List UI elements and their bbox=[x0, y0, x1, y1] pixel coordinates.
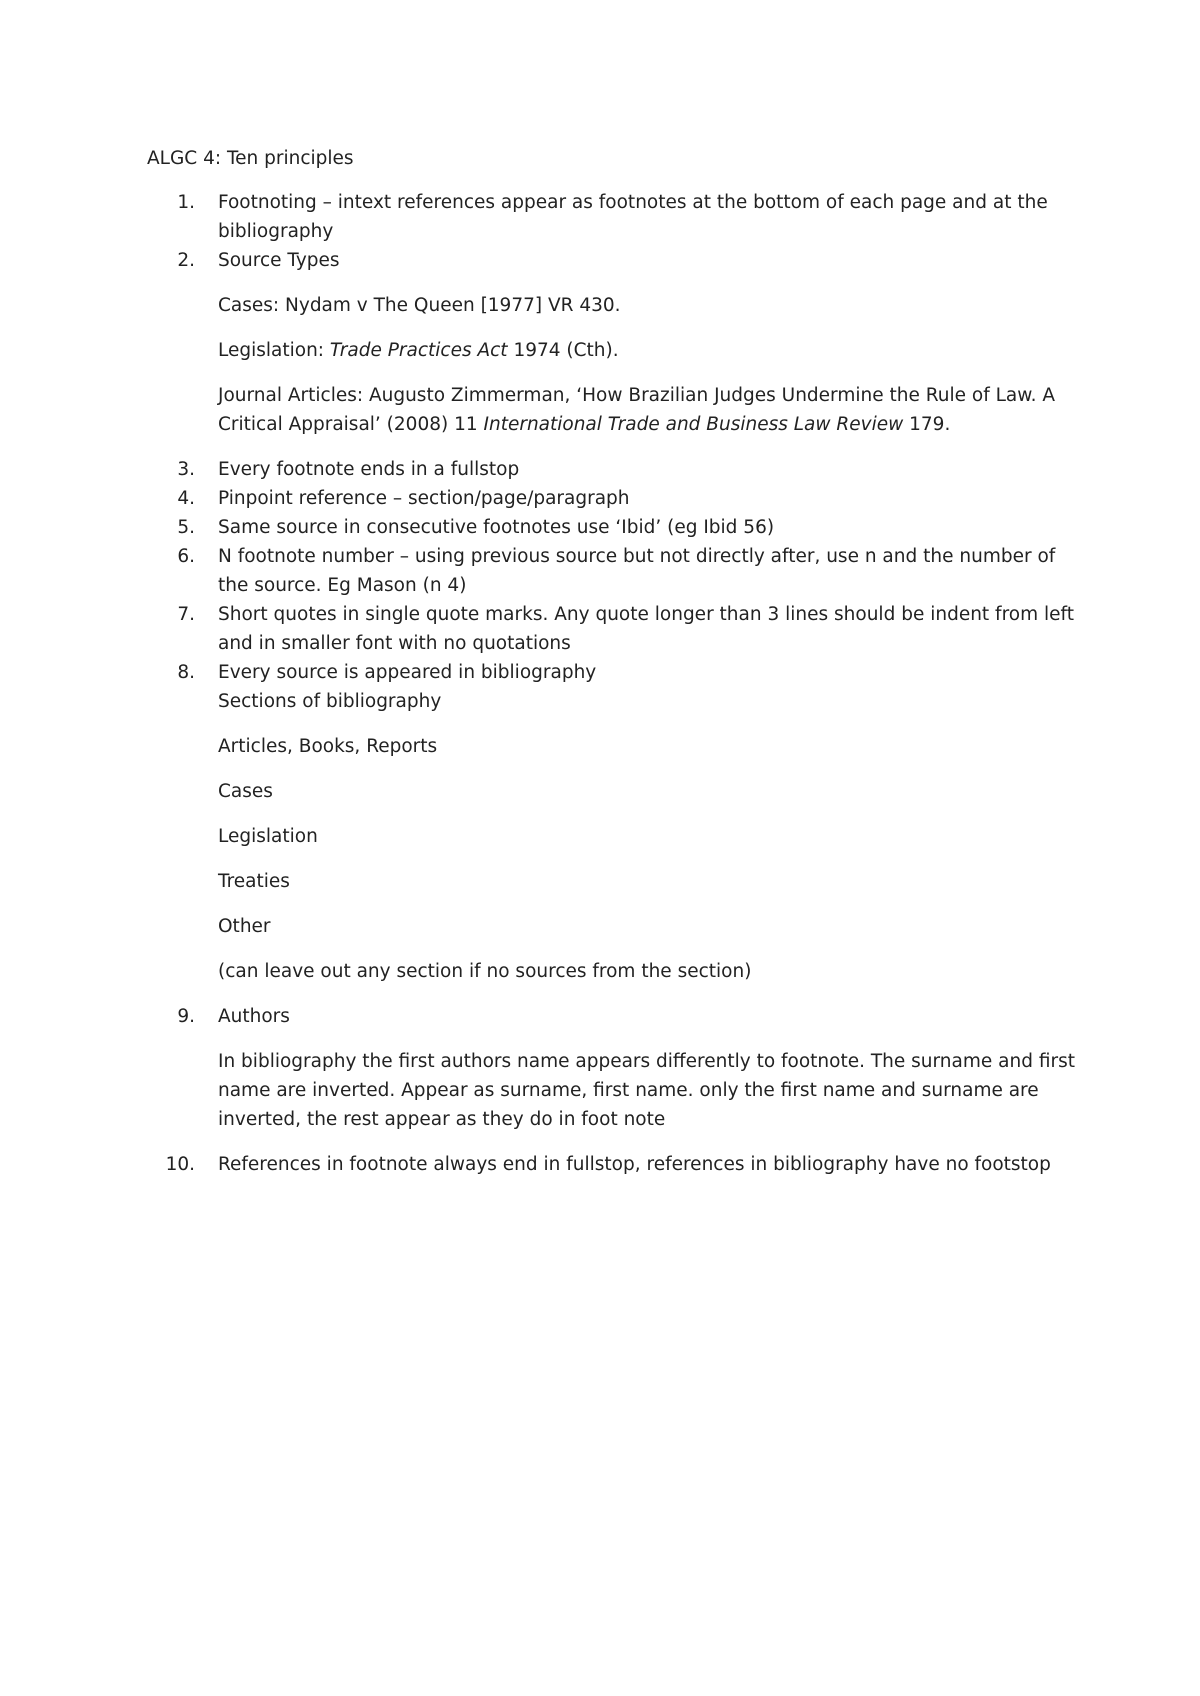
legislation-prefix: Legislation: bbox=[218, 340, 330, 361]
source-type-cases: Cases: Nydam v The Queen [1977] VR 430. bbox=[218, 295, 621, 316]
journal-line-2 bbox=[218, 410, 1067, 439]
item-text-line: and in smaller font with no quotations bbox=[218, 633, 571, 654]
journal-title: International Trade and Business Law Review bbox=[483, 414, 904, 435]
list-number: 9. bbox=[177, 1006, 195, 1027]
authors-paragraph bbox=[147, 1047, 1075, 1134]
bibliography-section-legislation: Legislation bbox=[218, 826, 318, 847]
bibliography-section-other: Other bbox=[218, 916, 271, 937]
authors-line: In bibliography the first authors name appears differently to footnote. The surname and first bbox=[218, 1051, 1075, 1072]
list-item-9 bbox=[147, 1002, 1067, 1031]
list-item-10 bbox=[147, 1150, 1067, 1179]
list-item-5 bbox=[147, 513, 1067, 542]
item-text-line: Footnoting – intext references appear as footnotes at the bottom of each page and at the bbox=[218, 192, 1048, 213]
item-text: Every footnote ends in a fullstop bbox=[218, 459, 520, 480]
item-text-line: Short quotes in single quote marks. Any quote longer than 3 lines should be indent from left bbox=[218, 604, 1074, 625]
list-number: 8. bbox=[177, 662, 195, 683]
list-number: 4. bbox=[177, 488, 195, 509]
bibliography-section-treaties: Treaties bbox=[218, 871, 290, 892]
list-item-7 bbox=[147, 600, 1074, 658]
bibliography-section-articles: Articles, Books, Reports bbox=[218, 736, 438, 757]
item-text: References in footnote always end in fullstop, references in bibliography have no footstop bbox=[218, 1154, 1051, 1175]
authors-line: name are inverted. Appear as surname, first name. only the first name and surname are bbox=[218, 1080, 1039, 1101]
source-type-journal bbox=[147, 381, 1067, 439]
item-text: Source Types bbox=[218, 250, 340, 271]
list-item-3 bbox=[147, 455, 1067, 484]
legislation-suffix: 1974 (Cth). bbox=[507, 340, 619, 361]
document-body bbox=[147, 144, 1075, 1179]
list-number: 7. bbox=[177, 604, 195, 625]
item-text: Same source in consecutive footnotes use ‘Ibid’ (eg Ibid 56) bbox=[218, 517, 775, 538]
list-number: 1. bbox=[177, 192, 195, 213]
item-text: Every source is appeared in bibliography bbox=[218, 662, 597, 683]
bibliography-subheading: Sections of bibliography bbox=[218, 691, 442, 712]
journal-prefix: Critical Appraisal’ (2008) 11 bbox=[218, 414, 484, 435]
list-item-2 bbox=[147, 246, 1067, 275]
journal-line-1: Journal Articles: Augusto Zimmerman, ‘How Brazilian Judges Undermine the Rule of Law. A bbox=[218, 385, 1056, 406]
item-text-line: the source. Eg Mason (n 4) bbox=[218, 575, 467, 596]
list-item-8 bbox=[147, 658, 1067, 716]
list-number: 3. bbox=[177, 459, 195, 480]
bibliography-note: (can leave out any section if no sources from the section) bbox=[218, 961, 752, 982]
journal-suffix: 179. bbox=[903, 414, 951, 435]
list-item-1 bbox=[147, 188, 1067, 246]
item-text: Pinpoint reference – section/page/paragraph bbox=[218, 488, 630, 509]
list-number: 5. bbox=[177, 517, 195, 538]
list-number: 10. bbox=[165, 1154, 195, 1175]
item-text-line: N footnote number – using previous source but not directly after, use n and the number of bbox=[218, 546, 1056, 567]
list-item-6 bbox=[147, 542, 1067, 600]
list-number: 6. bbox=[177, 546, 195, 567]
bibliography-section-cases: Cases bbox=[218, 781, 273, 802]
list-number: 2. bbox=[177, 250, 195, 271]
document-title: ALGC 4: Ten principles bbox=[147, 148, 354, 169]
item-text-line: bibliography bbox=[218, 221, 334, 242]
legislation-title: Trade Practices Act bbox=[329, 340, 508, 361]
authors-line: inverted, the rest appear as they do in foot note bbox=[218, 1109, 666, 1130]
source-type-legislation bbox=[147, 336, 1067, 365]
item-text: Authors bbox=[218, 1006, 290, 1027]
list-item-4 bbox=[147, 484, 1067, 513]
